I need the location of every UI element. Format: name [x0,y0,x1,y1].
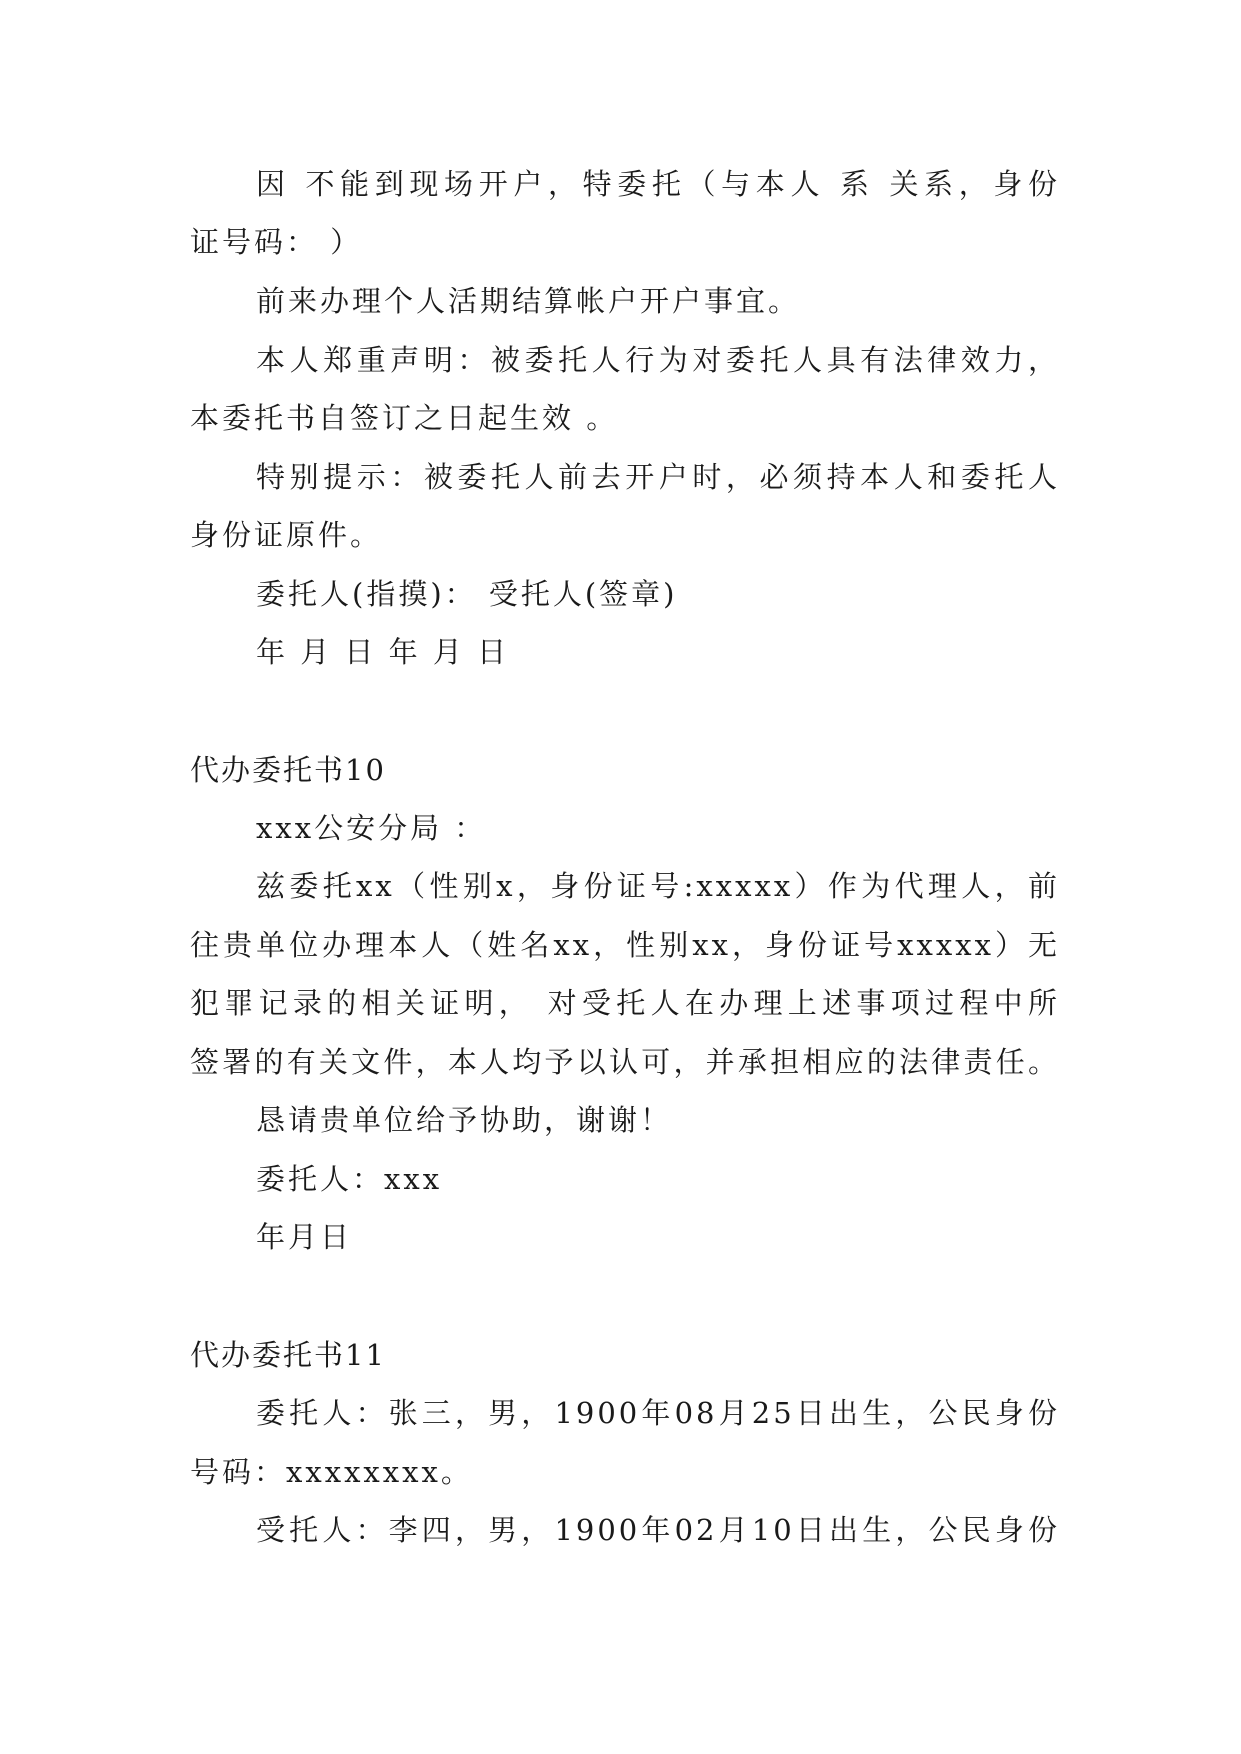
section-title: 代办委托书10 [190,753,386,787]
addressee-line: xxx公安分局 ： [256,811,487,845]
signature-line: 委托人(指摸)： 受托人(签章) [256,577,678,611]
paragraph-line: 身份证原件。 [190,518,383,552]
paragraph-line: 本委托书自签订之日起生效 。 [190,401,619,435]
paragraph-line: 兹委托xx（性别x，身份证号:xxxxx）作为代理人，前 [256,869,1060,903]
paragraph-line: 号码：xxxxxxxx。 [190,1455,473,1489]
paragraph-line: 前来办理个人活期结算帐户开户事宜。 [256,284,801,318]
paragraph-line: 恳请贵单位给予协助，谢谢！ [256,1103,673,1137]
paragraph-line: 受托人：李四，男，1900年02月10日出生，公民身份 [256,1513,1060,1547]
signature-line: 委托人：xxx [256,1162,443,1196]
paragraph-line: 委托人：张三，男，1900年08月25日出生，公民身份 [256,1396,1060,1430]
date-line: 年月日 [256,1220,353,1254]
paragraph-line: 证号码： ） [190,225,363,259]
section-title: 代办委托书11 [190,1338,386,1372]
paragraph-line: 往贵单位办理本人（姓名xx，性别xx，身份证号xxxxx）无 [190,928,1060,962]
paragraph-line: 特别提示：被委托人前去开户时，必须持本人和委托人 [256,460,1060,494]
paragraph-line: 本人郑重声明：被委托人行为对委托人具有法律效力， [256,343,1060,377]
paragraph-line: 因 不能到现场开户，特委托（与本人 系 关系，身份 [256,167,1060,201]
date-line: 年 月 日 年 月 日 [256,635,510,669]
paragraph-line: 犯罪记录的相关证明， 对受托人在办理上述事项过程中所 [190,986,1060,1020]
paragraph-line: 签署的有关文件，本人均予以认可，并承担相应的法律责任。 [190,1045,1060,1079]
